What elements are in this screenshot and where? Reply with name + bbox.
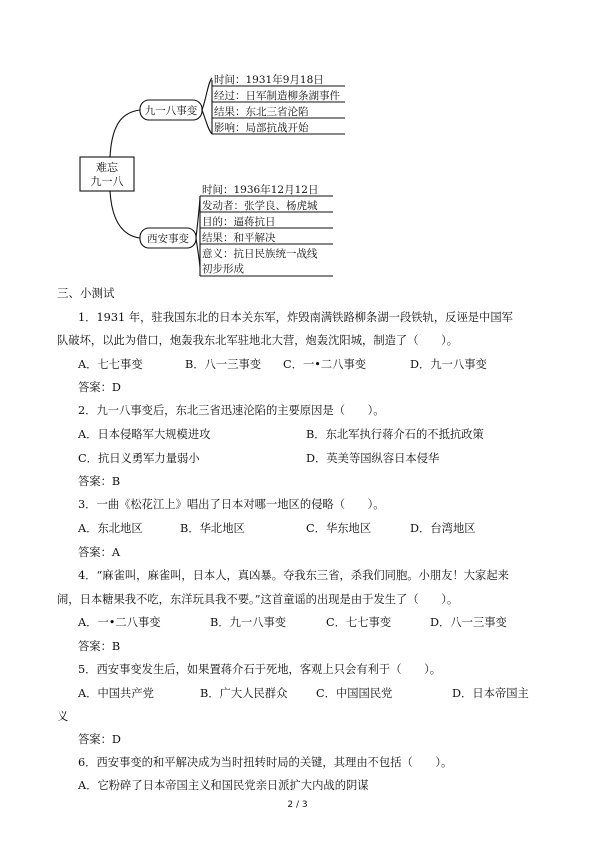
branch2-item: 意义：抗日民族统一战线 xyxy=(202,248,318,260)
q5-option-d: D．日本帝国主 xyxy=(452,687,529,700)
q4-option-c: C．七七事变 xyxy=(326,616,392,629)
q5-answer: 答案：D xyxy=(78,733,121,746)
q3-stem: 3．一曲《松花江上》唱出了日本对哪一地区的侵略（ ）。 xyxy=(78,498,385,511)
connector-upper xyxy=(110,110,140,157)
q4-answer: 答案：B xyxy=(78,640,121,653)
mindmap-center-line2: 九一八 xyxy=(90,175,124,188)
q5-option-d-tail: 义 xyxy=(57,710,69,723)
branch2-item: 初步形成 xyxy=(202,263,244,275)
q1-stem-line2: 队破坏，以此为借口，炮轰我东北军驻地北大营，炮轰沈阳城，制造了（ ）。 xyxy=(57,334,459,347)
q1-stem-line1: 1．1931 年，驻我国东北的日本关东军，炸毁南满铁路柳条湖一段铁轨，反诬是中国军 xyxy=(78,311,513,324)
q5-option-b: B．广大人民群众 xyxy=(200,687,288,700)
q6-stem: 6．西安事变的和平解决成为当时扭转时局的关键，其理由不包括（ ）。 xyxy=(78,756,453,769)
q1-option-b: B．八一三事变 xyxy=(185,358,262,371)
branch2-item: 结果：和平解决 xyxy=(202,232,276,244)
q1-option-d: D．九一八事变 xyxy=(410,358,487,371)
branch2-down xyxy=(196,238,200,268)
branch1-item: 影响：局部抗战开始 xyxy=(214,122,309,134)
q2-answer: 答案：B xyxy=(78,475,121,488)
branch2-item: 时间：1936年12月12日 xyxy=(202,184,319,196)
section-title: 三、小测试 xyxy=(57,286,115,300)
q2-stem: 2．九一八事变后，东北三省迅速沦陷的主要原因是（ ）。 xyxy=(78,404,385,417)
mindmap-center-line1: 难忘 xyxy=(96,161,118,174)
q2-option-d: D．英美等国纵容日本侵华 xyxy=(306,452,440,465)
q5-option-a: A．中国共产党 xyxy=(78,687,154,700)
branch2-item: 目的：逼蒋抗日 xyxy=(202,216,276,228)
q3-option-d: D．台湾地区 xyxy=(410,522,476,535)
q1-option-a: A．七七事变 xyxy=(78,358,143,371)
q4-option-d: D．八一三事变 xyxy=(430,616,507,629)
branch1-down xyxy=(202,110,212,134)
branch1-label: 九一八事变 xyxy=(144,105,198,117)
q2-option-a: A．日本侵略军大规模进攻 xyxy=(78,428,211,441)
connector-lower xyxy=(110,191,140,238)
branch2-up xyxy=(196,196,200,238)
q3-option-a: A．东北地区 xyxy=(78,522,143,535)
q4-stem-line1: 4．“麻雀叫，麻雀叫，日本人，真凶暴。夺我东三省，杀我们同胞。小朋友！大家起来 xyxy=(78,569,509,582)
branch1-item: 经过：日军制造柳条湖事件 xyxy=(214,90,340,102)
q1-option-c: C．一•二八事变 xyxy=(283,358,367,371)
q4-option-a: A．一•二八事变 xyxy=(78,616,161,629)
branch1-up xyxy=(202,78,212,110)
branch1-item: 结果：东北三省沦陷 xyxy=(214,106,309,118)
page-number: 2 / 3 xyxy=(287,800,308,810)
q3-answer: 答案：A xyxy=(78,546,121,559)
q4-stem-line2: 闹，日本糖果我不吃，东洋玩具我不要。”这首童谣的出现是由于发生了（ ）。 xyxy=(57,593,459,606)
branch2-item: 发动者：张学良、杨虎城 xyxy=(202,200,318,212)
q4-option-b: B．九一八事变 xyxy=(210,616,287,629)
q1-answer: 答案：D xyxy=(78,381,121,394)
branch2-label: 西安事变 xyxy=(147,233,189,245)
q2-option-b: B．东北军执行蒋介石的不抵抗政策 xyxy=(306,428,484,441)
branch1-item: 时间：1931年9月18日 xyxy=(214,74,324,86)
q2-option-c: C．抗日义勇军力量弱小 xyxy=(78,452,200,465)
q3-option-b: B．华北地区 xyxy=(180,522,245,535)
q5-option-c: C．中国国民党 xyxy=(316,687,393,700)
mind-map xyxy=(0,0,595,300)
q3-option-c: C．华东地区 xyxy=(306,522,372,535)
q5-stem: 5．西安事变发生后，如果置蒋介石于死地，客观上只会有利于（ ）。 xyxy=(78,663,442,676)
q6-option-a: A．它粉碎了日本帝国主义和国民党亲日派扩大内战的阴谋 xyxy=(78,779,369,792)
